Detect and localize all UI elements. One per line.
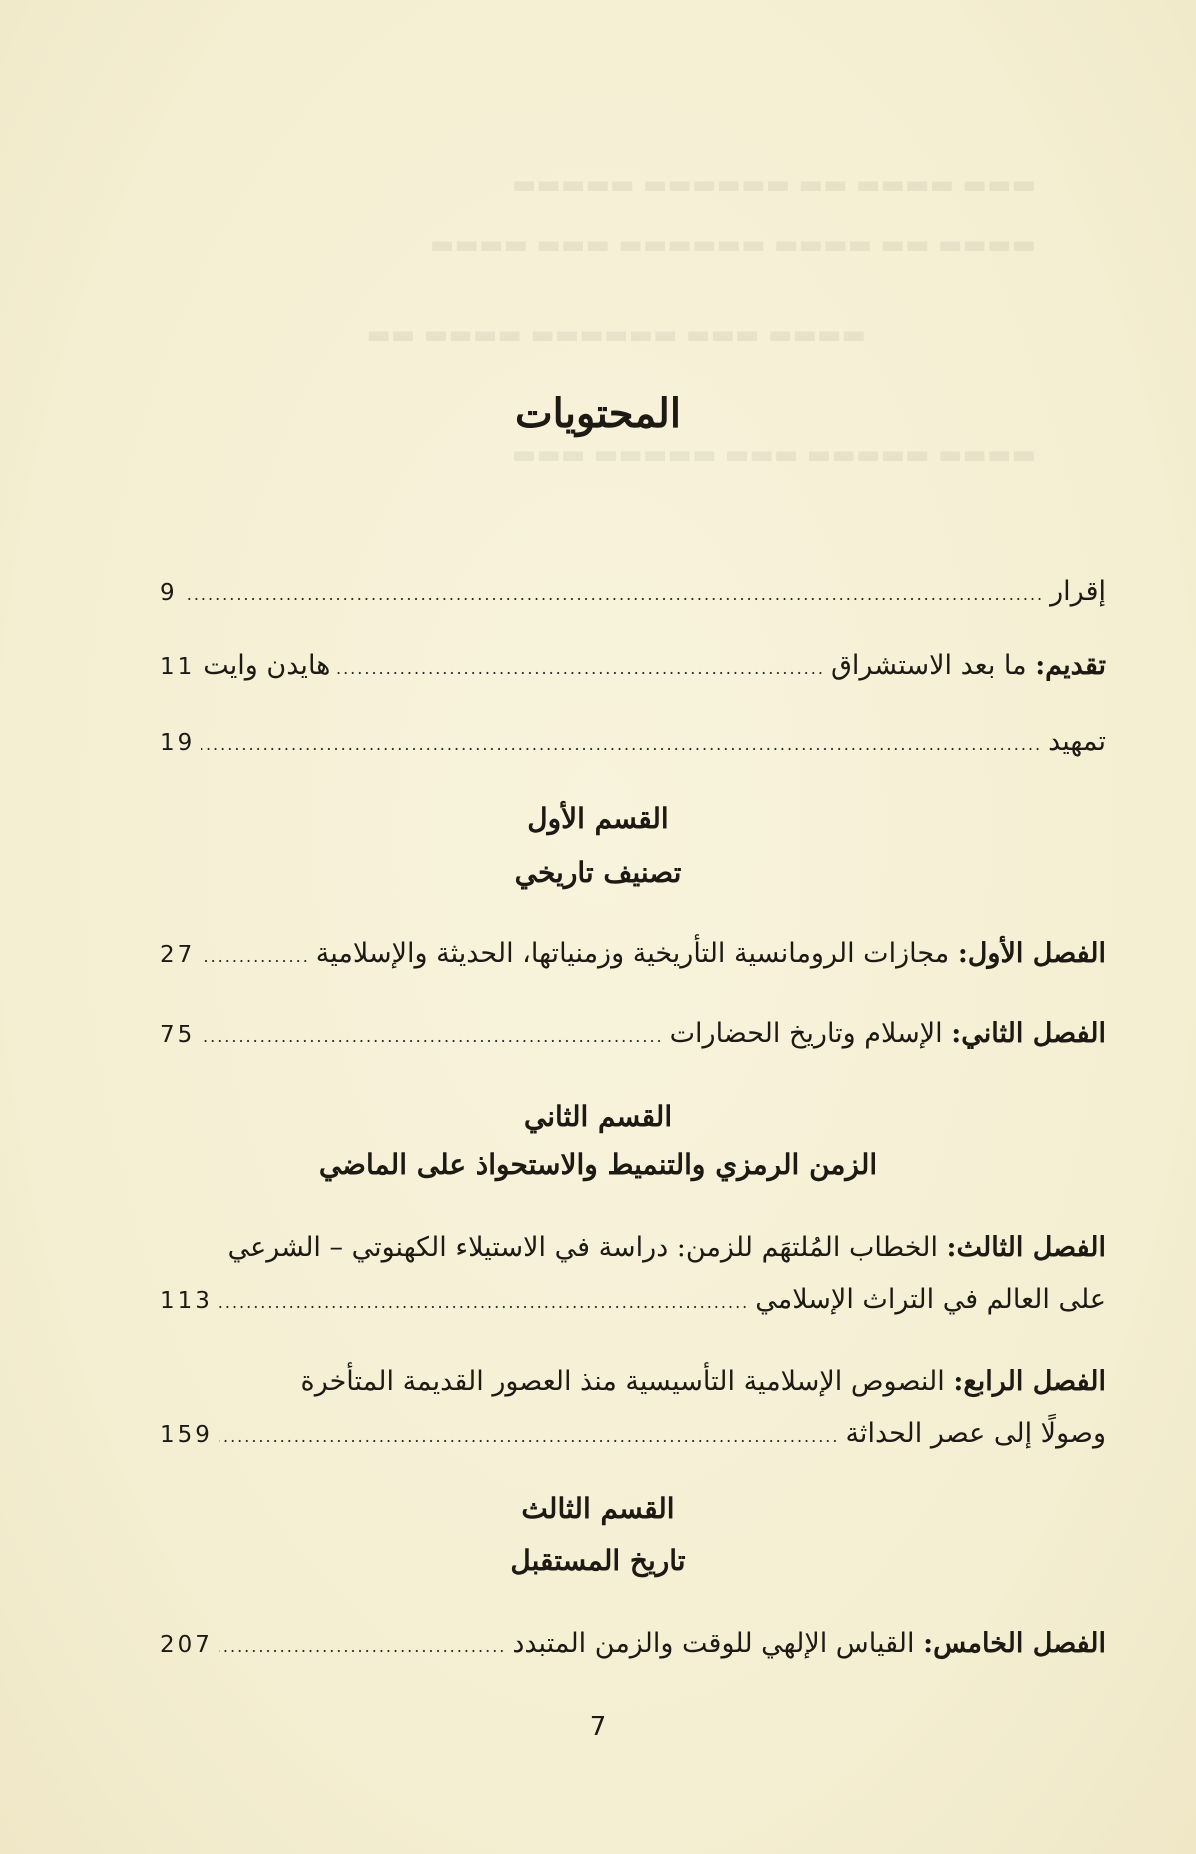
toc-chapter-3-line1: الفصل الثالث: الخطاب المُلتهَم للزمن: دراسة في الاستيلاء الكهنوتي – الشرعي bbox=[227, 1232, 1106, 1263]
chapter-label-continued: على العالم في التراث الإسلامي bbox=[755, 1284, 1106, 1315]
toc-entry-introduction bbox=[160, 724, 1106, 763]
part-heading: القسم الثالث bbox=[521, 1492, 675, 1525]
leader-dots bbox=[201, 1019, 663, 1055]
leader-dots bbox=[201, 939, 310, 975]
chapter-page-number: 27 bbox=[160, 942, 196, 968]
bleed-through-text: ▬▬▬▬ ▬▬▬ ▬▬▬▬▬▬ ▬▬▬▬ ▬▬ bbox=[366, 320, 866, 350]
part-heading: القسم الأول bbox=[527, 802, 669, 835]
toc-entry-acknowledgement bbox=[160, 574, 1106, 613]
bleed-through-text: ▬▬▬▬ ▬▬▬▬▬ ▬▬▬ ▬▬▬▬▬ ▬▬▬ bbox=[511, 440, 1036, 470]
leader-dots bbox=[336, 651, 825, 687]
toc-chapter-4-line2 bbox=[160, 1416, 1106, 1455]
entry-page-number: 19 bbox=[160, 730, 196, 756]
part-subtitle: تاريخ المستقبل bbox=[510, 1544, 686, 1577]
toc-entry-preface bbox=[160, 648, 1106, 687]
toc-chapter-3-line2 bbox=[160, 1282, 1106, 1321]
leader-dots bbox=[219, 1419, 840, 1455]
chapter-label: الفصل الأول: مجازات الرومانسية التأريخية وزمنياتها، الحديثة والإسلامية bbox=[315, 938, 1106, 969]
toc-chapter-2 bbox=[160, 1016, 1106, 1055]
page-number: 7 bbox=[589, 1712, 607, 1742]
toc-chapter-5 bbox=[160, 1626, 1106, 1665]
entry-page-number: 11 bbox=[160, 654, 196, 680]
chapter-label: الفصل الخامس: القياس الإلهي للوقت والزمن المتبدد bbox=[512, 1628, 1106, 1659]
bleed-through-text: ▬▬▬▬ ▬▬ ▬▬▬▬ ▬▬▬▬▬▬ ▬▬▬ ▬▬▬▬ bbox=[429, 230, 1036, 260]
entry-author: هايدن وايت bbox=[203, 650, 331, 681]
toc-chapter-4-line1: الفصل الرابع: النصوص الإسلامية التأسيسية منذ العصور القديمة المتأخرة bbox=[300, 1366, 1106, 1397]
bleed-through-text: ▬▬▬ ▬▬▬▬ ▬▬ ▬▬▬▬▬▬ ▬▬▬▬▬ bbox=[511, 170, 1036, 200]
entry-label: إقرار bbox=[1050, 576, 1106, 607]
chapter-page-number: 113 bbox=[160, 1288, 213, 1314]
leader-dots bbox=[219, 1629, 506, 1665]
chapter-page-number: 159 bbox=[160, 1422, 213, 1448]
leader-dots bbox=[201, 727, 1042, 763]
chapter-page-number: 75 bbox=[160, 1022, 196, 1048]
chapter-page-number: 207 bbox=[160, 1632, 213, 1658]
part-subtitle: الزمن الرمزي والتنميط والاستحواذ على الماضي bbox=[318, 1148, 878, 1181]
toc-chapter-1 bbox=[160, 936, 1106, 975]
part-heading: القسم الثاني bbox=[523, 1100, 673, 1133]
leader-dots bbox=[219, 1285, 749, 1321]
entry-label: تقديم: ما بعد الاستشراق bbox=[830, 650, 1106, 681]
leader-dots bbox=[184, 577, 1045, 613]
chapter-label-continued: وصولًا إلى عصر الحداثة bbox=[845, 1418, 1106, 1449]
entry-page-number: 9 bbox=[160, 580, 178, 606]
page-title: المحتويات bbox=[515, 390, 681, 437]
part-subtitle: تصنيف تاريخي bbox=[514, 856, 682, 889]
entry-label: تمهيد bbox=[1048, 726, 1106, 757]
chapter-label: الفصل الثاني: الإسلام وتاريخ الحضارات bbox=[669, 1018, 1106, 1049]
